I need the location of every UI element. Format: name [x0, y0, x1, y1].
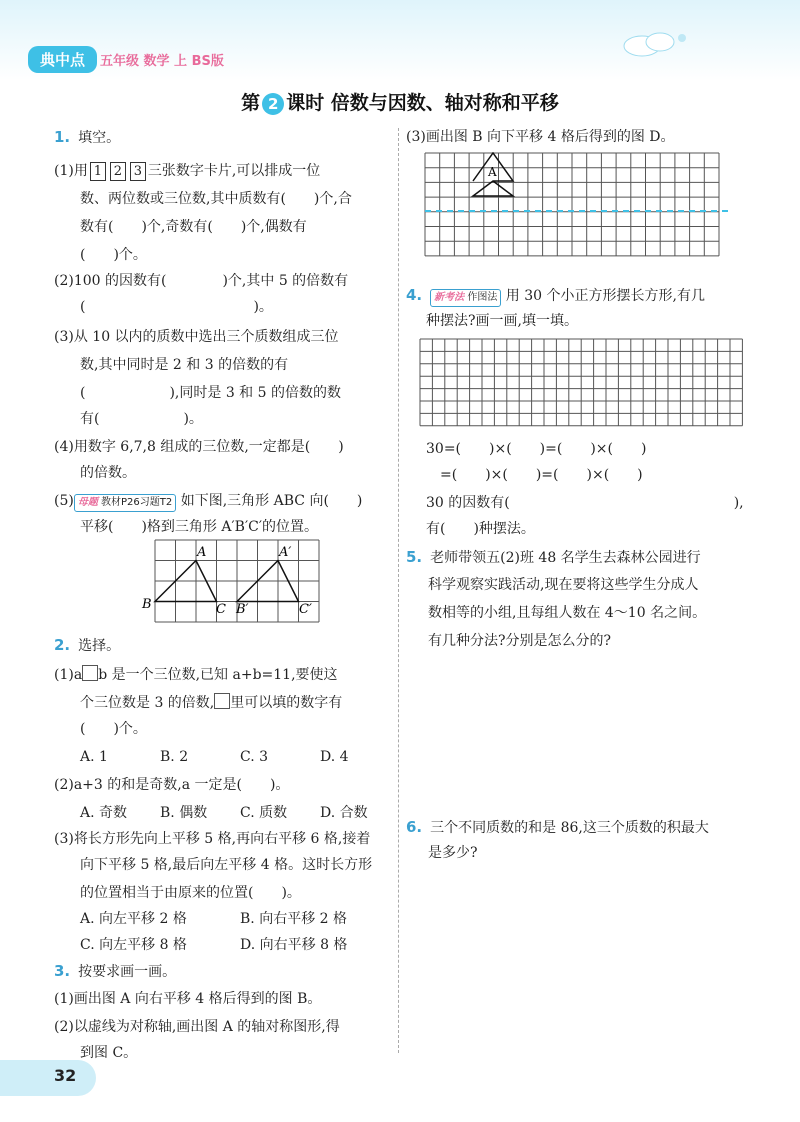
new-method-tag: 新考法 作图法: [430, 289, 501, 307]
label-b-prime: B′: [236, 602, 249, 617]
q5-line2: 科学观察实践活动,现在要将这些学生分成人: [428, 577, 699, 593]
label-b: B: [142, 597, 152, 612]
figure-a-label: A: [488, 165, 497, 179]
q2-p1-line3: ( )个。: [80, 721, 147, 737]
q2-p2-line1: (2)a+3 的和是奇数,a 一定是( )。: [54, 777, 290, 793]
number-card: 3: [130, 162, 146, 181]
q2-p1-line2: 个三位数是 3 的倍数, 里可以填的数字有: [80, 695, 343, 711]
q5-line1: 5. 老师带领五(2)班 48 名学生去森林公园进行: [406, 548, 701, 566]
q1-p1-line4: ( )个。: [80, 247, 147, 263]
q6-line1: 6. 三个不同质数的和是 86,这三个质数的积最大: [406, 818, 709, 836]
q1-p2-line1: (2)100 的因数有( )个,其中 5 的倍数有: [54, 273, 349, 289]
q1-p3-line1: (3)从 10 以内的质数中选出三个质数组成三位: [54, 329, 339, 345]
q3-heading: 3. 按要求画一画。: [54, 962, 177, 980]
q2-p3-line2: 向下平移 5 格,最后向左平移 4 格。这时长方形: [80, 857, 373, 873]
q1-p2-line2: ( )。: [80, 299, 273, 315]
label-a: A: [197, 545, 207, 560]
grid-q3: [424, 152, 734, 264]
q4-ways: 有( )种摆法。: [426, 521, 535, 537]
q3-p3: (3)画出图 B 向下平移 4 格后得到的图 D。: [406, 129, 675, 145]
q3-p1: (1)画出图 A 向右平移 4 格后得到的图 B。: [54, 991, 322, 1007]
q4-equation1: 30=( )×( )=( )×( ): [426, 441, 647, 457]
q4-line2: 种摆法?画一画,填一填。: [426, 313, 578, 329]
q1-p1-line3: 数有( )个,奇数有( )个,偶数有: [80, 219, 307, 235]
page-number: 32: [54, 1066, 77, 1085]
page-number-tab: [0, 1060, 96, 1096]
grid-q4: [419, 338, 749, 430]
q1-p1-line1: (1)用 1 2 3 三张数字卡片,可以排成一位: [54, 163, 321, 179]
q5-line4: 有几种分法?分别是怎么分的?: [428, 633, 612, 649]
q1-p4-line2: 的倍数。: [80, 465, 136, 481]
q2-p1-line1: (1)a b 是一个三位数,已知 a+b=11,要使这: [54, 667, 338, 683]
q3-p2-line2: 到图 C。: [80, 1045, 138, 1061]
number-card: 1: [90, 162, 106, 181]
q1-p4-line1: (4)用数字 6,7,8 组成的三位数,一定都是( ): [54, 439, 344, 455]
q1-p5-line2: 平移( )格到三角形 A′B′C′的位置。: [80, 519, 319, 535]
q4-equation2: =( )×( )=( )×( ): [440, 467, 643, 483]
q2-p3-line3: 的位置相当于由原来的位置( )。: [80, 885, 301, 901]
q2-p3-line1: (3)将长方形先向上平移 5 格,再向右平移 6 格,接着: [54, 831, 371, 847]
lesson-number-badge: 2: [262, 93, 284, 115]
q5-line3: 数相等的小组,且每组人数在 4～10 名之间。: [428, 605, 707, 621]
q6-line2: 是多少?: [428, 845, 478, 861]
brand-logo: 典中点: [28, 46, 97, 73]
q1-p3-line4: 有( )。: [80, 411, 203, 427]
q1-p1-line2: 数、两位数或三位数,其中质数有( )个,合: [80, 191, 352, 207]
label-c: C: [216, 602, 226, 617]
label-a-prime: A′: [279, 545, 292, 560]
q4-factors: 30 的因数有( ),: [426, 495, 744, 511]
q1-p3-line2: 数,其中同时是 2 和 3 的倍数的有: [80, 357, 289, 373]
q1-heading: 1. 填空。: [54, 128, 121, 146]
q3-p2-line1: (2)以虚线为对称轴,画出图 A 的轴对称图形,得: [54, 1019, 340, 1035]
grade-label: 五年级 数学 上 BS版: [100, 54, 224, 69]
number-card: 2: [110, 162, 126, 181]
lesson-title: 第 2 课时 倍数与因数、轴对称和平移: [241, 92, 559, 114]
left-column: 1. 填空。 (1)用 1 2 3 三张数字卡片,可以排成一位 数、两位数或三位数,其中质数有( )个,合 数有( )个,奇数有( )个,偶数有 ( )个。 (2)100 的因数有( )个,其中 5 的倍数有 ( )。 (3)从 10 以内的质数中选出三个质数组成三位 数,其中同时是 2 和 3 的倍数的有 ( ),同时是 3 和 5 的倍数的数 有( )。 (4)用数字 6,7,8 组成的三位数,一定都是( ) 的倍数。 (5) 母题 教材P26习题T2 如下图,三角形 ABC 向( ) 平移( )格到三角形 A′B′C′的位置。 A B C A′ B′ C′ 2. 选择。 (1)a b 是一个三位数,已知 a+b=11,要使这 个三位数是 3 的倍数, 里可以填的数字有 ( )个。 A. 1 B. 2 C. 3 D. 4 (2)a+3 的和是奇数,a 一定是( )。 A. 奇数 B. 偶数 C. 质数 D. 合数 (3)将长方形先向上平移 5 格,再向右平移 6 格,接着 向下平移 5 格,最后向左平移 4 格。这时长方形 的位置相当于由原来的位置( )。 A. 向左平移 2 格 B. 向右平移 2 格 C. 向左平移 8 格 D. 向右平移 8 格 3. 按要求画一画。 (1)画出图 A 向右平移 4 格后得到的图 B。 (2)以虚线为对称轴,画出图 A 的轴对称图形,得 到图 C。: [0, 0, 398, 1122]
q1-p3-line3: ( ),同时是 3 和 5 的倍数的数: [80, 385, 341, 401]
label-c-prime: C′: [299, 602, 312, 617]
q1-p5-line1: (5) 母题 教材P26习题T2 如下图,三角形 ABC 向( ): [54, 488, 362, 514]
mother-question-tag: 母题 教材P26习题T2: [74, 494, 176, 512]
q4-line1: 4. 新考法 作图法 用 30 个小正方形摆长方形,有几: [406, 282, 705, 309]
q2-heading: 2. 选择。: [54, 636, 121, 654]
